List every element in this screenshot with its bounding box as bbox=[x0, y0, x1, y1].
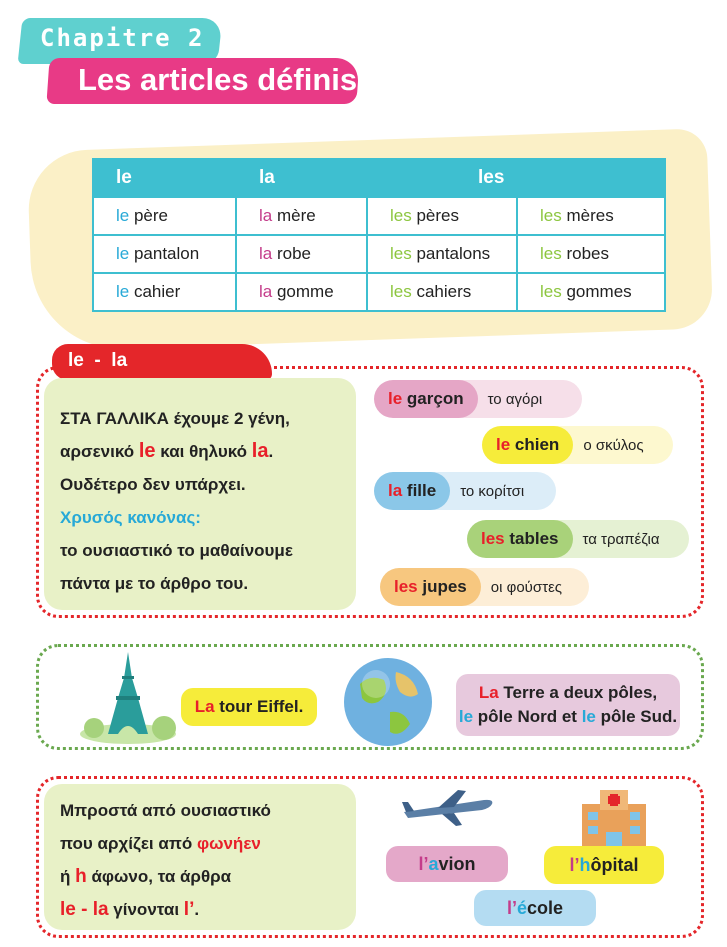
terre-badge: La Terre a deux pôles, le pôle Nord et le pôle Sud. bbox=[456, 674, 680, 736]
table-cell: la robe bbox=[236, 235, 367, 273]
rules-line: το ουσιαστικό το μαθαίνουμε bbox=[60, 541, 293, 560]
table-cell: la gomme bbox=[236, 273, 367, 311]
globe-icon bbox=[340, 654, 436, 750]
vocab-pill: les tables τα τραπέζια bbox=[467, 520, 689, 558]
vocab-pill: les jupes οι φούστες bbox=[380, 568, 589, 606]
hopital-badge: l’ h ôpital bbox=[544, 846, 664, 884]
table-cell: les gommes bbox=[517, 273, 665, 311]
table-cell: la mère bbox=[236, 197, 367, 235]
chapter-label: Chapitre 2 bbox=[40, 24, 205, 52]
table-cell: le cahier bbox=[93, 273, 236, 311]
table-cell: les mères bbox=[517, 197, 665, 235]
table-cell: les pères bbox=[367, 197, 517, 235]
elision-line: ή h άφωνο, τα άρθρα bbox=[60, 866, 232, 887]
table-row bbox=[93, 197, 665, 235]
golden-rule-label: Χρυσός κανόνας: bbox=[60, 508, 201, 527]
eiffel-tower-icon bbox=[76, 648, 180, 748]
elision-line: Μπροστά από ουσιαστικό bbox=[60, 801, 271, 820]
vocab-pill: le chien ο σκύλος bbox=[482, 426, 673, 464]
ecole-badge: l’ é cole bbox=[474, 890, 596, 926]
rules-line: αρσενικό le και θηλυκό la. bbox=[60, 440, 274, 462]
avion-badge: l’ a vion bbox=[386, 846, 508, 882]
airplane-icon bbox=[398, 786, 498, 830]
table-cell: les pantalons bbox=[367, 235, 517, 273]
eiffel-badge: La tour Eiffel. bbox=[181, 688, 317, 726]
rules-line: πάντα με το άρθρο του. bbox=[60, 574, 249, 593]
elision-text bbox=[60, 794, 380, 926]
page-title: Les articles définis bbox=[78, 62, 358, 97]
rules-line: Ουδέτερο δεν υπάρχει. bbox=[60, 475, 246, 494]
table-cell: le père bbox=[93, 197, 236, 235]
table-cell: le pantalon bbox=[93, 235, 236, 273]
vocab-pill: le garçon το αγόρι bbox=[374, 380, 582, 418]
header-le: le bbox=[93, 159, 236, 197]
table-cell: les robes bbox=[517, 235, 665, 273]
articles-table bbox=[92, 158, 666, 312]
hospital-icon bbox=[574, 784, 654, 850]
rules-text bbox=[60, 402, 350, 600]
rules-line: ΣΤΑ ΓΑΛΛΙΚΑ έχουμε 2 γένη, bbox=[60, 409, 290, 428]
header-les: les bbox=[367, 159, 665, 197]
elision-line: le - la γίνονται l’. bbox=[60, 899, 200, 920]
table-row bbox=[93, 235, 665, 273]
elision-line: που αρχίζει από φωνήεν bbox=[60, 834, 261, 853]
section-tab-label: le - la bbox=[68, 350, 128, 371]
vocab-pill: la fille το κορίτσι bbox=[374, 472, 556, 510]
table-header-row bbox=[93, 159, 665, 197]
table-row bbox=[93, 273, 665, 311]
header-la: la bbox=[236, 159, 367, 197]
table-cell: les cahiers bbox=[367, 273, 517, 311]
